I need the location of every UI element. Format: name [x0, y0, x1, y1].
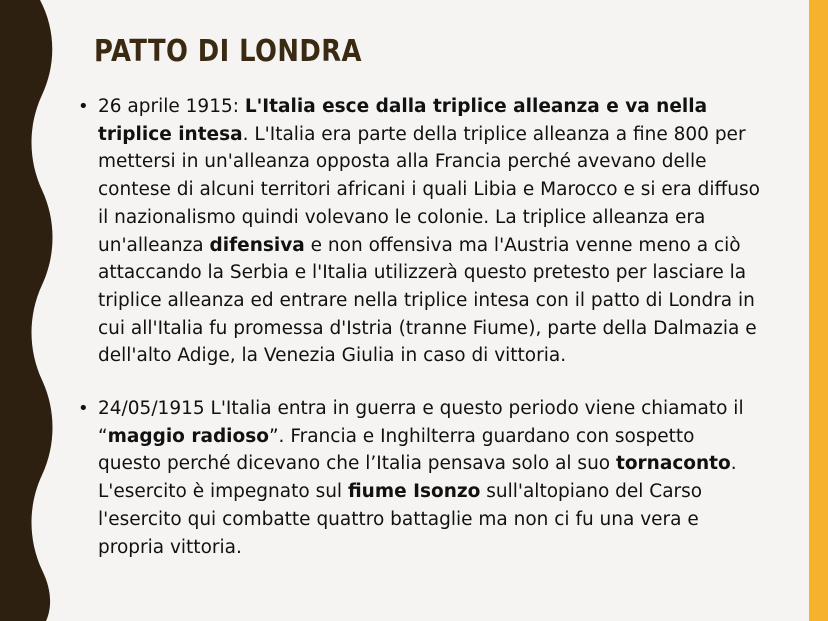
bold-text-segment: maggio radioso: [107, 425, 269, 447]
text-segment: e non offensiva ma l'Austria venne meno a ciò attaccando la Serbia e l'Italia utilizzerà questo pretesto per lasciare la triplice alleanza ed entrare nella triplice intesa con il patto di Londra in cui all'Italia fu promessa d'Istria (tranne Fiume), parte della Dalmazia e dell'alto Adige, la Venezia Giulia in caso di vittoria.: [98, 234, 757, 367]
bullet-text: [98, 93, 760, 370]
bullet-text: [98, 395, 760, 561]
text-segment: 26 aprile 1915:: [98, 96, 245, 117]
accent-right-band: [809, 0, 828, 621]
bold-text-segment: fiume Isonzo: [347, 481, 481, 503]
bold-text-segment: L'Italia esce dalla triplice alleanza e va nella triplice intesa: [98, 96, 708, 145]
bullet-item: [70, 395, 760, 561]
bullet-dot-icon: •: [78, 96, 89, 117]
text-segment: . L'Italia era parte della triplice alleanza a fine 800 per mettersi in un'alleanza opposta alla Francia perché avevano delle contese di alcuni territori africani i quali Libia e Marocco e si era diffuso il nazionalismo quindi volevano le colonie. La triplice alleanza era un'alleanza: [98, 123, 760, 256]
text-segment: ”. Francia e Inghilterra guardano con sospetto questo perché dicevano che l’Italia pensava solo al suo: [98, 425, 695, 475]
wavy-band-shape: [0, 0, 53, 621]
wavy-left-band: [0, 0, 60, 621]
bold-text-segment: tornaconto: [616, 453, 731, 475]
text-segment: . L'esercito è impegnato sul: [98, 453, 737, 503]
bullet-item: [70, 93, 760, 370]
bold-text-segment: difensiva: [209, 234, 305, 256]
slide-content: [70, 93, 760, 561]
text-segment: 24/05/1915 L'Italia entra in guerra e questo periodo viene chiamato il “: [98, 398, 744, 447]
text-segment: sull'altopiano del Carso l'esercito qui combatte quattro battaglie ma non ci fu una vera e propria vittoria.: [98, 481, 703, 558]
bullet-dot-icon: •: [78, 398, 89, 420]
slide-title: PATTO DI LONDRA: [94, 34, 362, 69]
